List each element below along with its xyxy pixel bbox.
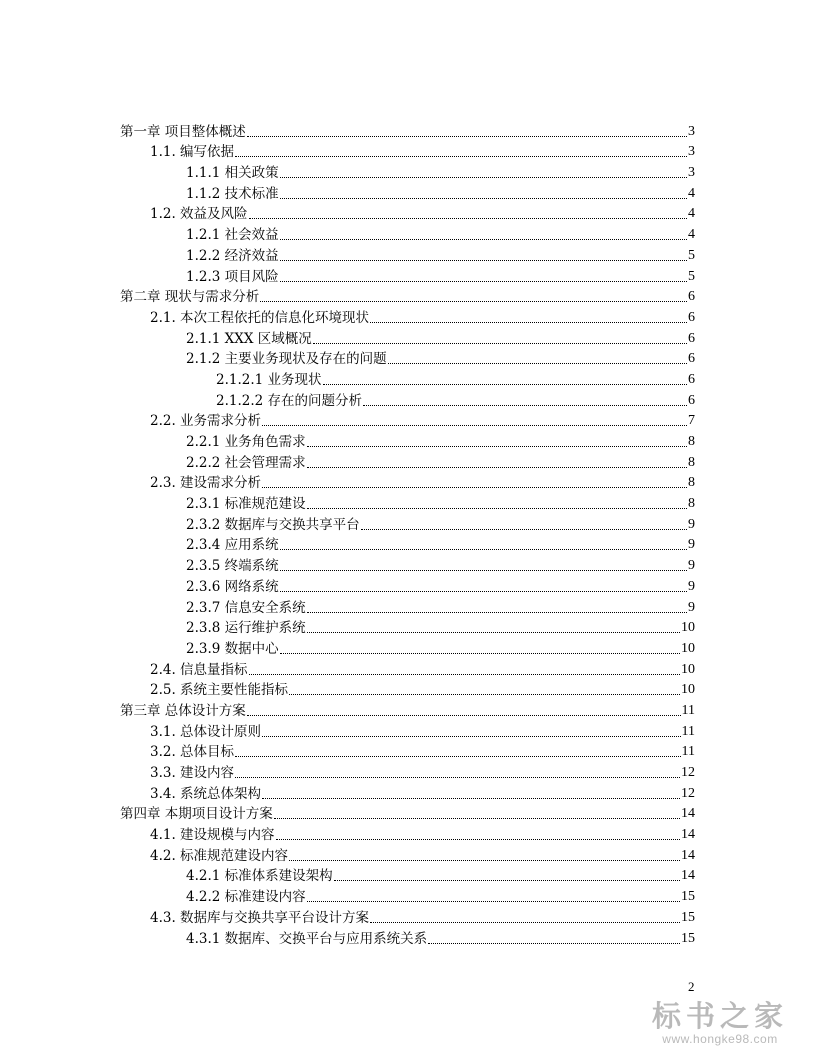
toc-dot-leader (361, 528, 687, 530)
toc-entry-page: 11 (681, 702, 695, 718)
toc-entry-label: 1.2.1 社会效益 (186, 227, 279, 244)
toc-entry[interactable] (120, 781, 695, 802)
toc-entry-page: 4 (688, 227, 695, 243)
toc-entry-label: 第四章 本期项目设计方案 (120, 806, 273, 823)
toc-entry-page: 8 (688, 454, 695, 470)
toc-dot-leader (235, 755, 680, 757)
toc-entry[interactable] (120, 326, 695, 347)
toc-entry[interactable] (120, 905, 695, 926)
toc-entry[interactable] (120, 719, 695, 740)
toc-entry[interactable] (120, 181, 695, 202)
toc-entry-label: 4.1. 建设规模与内容 (150, 827, 275, 844)
watermark-logo-text: 标书之家 (651, 999, 788, 1033)
toc-entry[interactable] (120, 264, 695, 285)
toc-entry[interactable] (120, 222, 695, 243)
toc-entry-page: 7 (688, 413, 695, 429)
toc-entry-page: 6 (688, 309, 695, 325)
toc-entry-label: 2.1.2 主要业务现状及存在的问题 (186, 351, 387, 368)
toc-dot-leader (274, 817, 680, 819)
toc-dot-leader (262, 797, 680, 799)
toc-entry-label: 3.4. 系统总体架构 (150, 785, 262, 802)
toc-entry-label: 1.1. 编写依据 (150, 144, 235, 161)
toc-dot-leader (260, 300, 687, 302)
toc-entry-label: 2.4. 信息量指标 (150, 661, 248, 678)
toc-entry-label: 2.3.7 信息安全系统 (186, 599, 306, 616)
toc-dot-leader (280, 652, 680, 654)
toc-entry-label: 2.2.1 业务角色需求 (186, 434, 306, 450)
toc-entry-page: 8 (688, 475, 695, 491)
toc-entry-label: 2.3.5 终端系统 (186, 558, 279, 575)
toc-entry-page: 10 (681, 640, 695, 656)
toc-dot-leader (370, 321, 687, 323)
toc-dot-leader (249, 673, 680, 675)
toc-entry-page: 3 (688, 165, 695, 181)
toc-entry[interactable] (120, 409, 695, 430)
toc-entry-label: 2.3.4 应用系统 (186, 537, 279, 554)
toc-entry-page: 12 (681, 785, 695, 801)
toc-entry-page: 5 (688, 247, 695, 263)
toc-entry[interactable] (120, 429, 695, 450)
toc-entry-label: 第二章 现状与需求分析 (120, 289, 260, 306)
toc-entry-label: 1.1.2 技术标准 (186, 185, 279, 202)
toc-entry-label: 1.2.2 经济效益 (186, 247, 279, 264)
toc-entry-label: 2.3.9 数据中心 (186, 640, 279, 657)
toc-entry-label: 1.2.3 项目风险 (186, 268, 279, 285)
toc-dot-leader (247, 135, 687, 137)
toc-entry[interactable] (120, 843, 695, 864)
toc-entry[interactable] (120, 471, 695, 492)
toc-dot-leader (262, 424, 687, 426)
toc-entry-page: 9 (688, 558, 695, 574)
toc-entry-label: 2.1.2.2 存在的问题分析 (216, 392, 363, 409)
toc-dot-leader (235, 776, 680, 778)
toc-entry[interactable] (120, 367, 695, 388)
toc-dot-leader (280, 590, 687, 592)
toc-entry-label: 2.3.1 标准规范建设 (186, 496, 306, 513)
toc-entry[interactable] (120, 698, 695, 719)
toc-dot-leader (323, 383, 687, 385)
page-number: 2 (688, 979, 695, 994)
toc-entry-label: 2.2.2 社会管理需求 (186, 454, 306, 471)
toc-dot-leader (280, 548, 687, 550)
toc-entry-label: 第一章 项目整体概述 (120, 123, 246, 140)
toc-dot-leader (313, 342, 687, 344)
toc-entry[interactable] (120, 388, 695, 409)
toc-entry-page: 10 (681, 620, 695, 636)
toc-dot-leader (280, 259, 687, 261)
toc-entry-label: 4.2. 标准规范建设内容 (150, 847, 289, 864)
toc-dot-leader (428, 942, 680, 944)
toc-dot-leader (262, 735, 680, 737)
toc-dot-leader (363, 404, 687, 406)
toc-entry-label: 2.1. 本次工程依托的信息化环境现状 (150, 309, 370, 326)
toc-entry-page: 11 (681, 723, 695, 739)
toc-entry[interactable] (120, 285, 695, 306)
toc-entry-page: 3 (688, 144, 695, 160)
toc-dot-leader (388, 362, 687, 364)
toc-entry-page: 6 (688, 330, 695, 346)
toc-entry-label: 第三章 总体设计方案 (120, 702, 246, 719)
toc-entry[interactable] (120, 305, 695, 326)
toc-entry-label: 2.3.6 网络系统 (186, 578, 279, 595)
toc-entry[interactable] (120, 636, 695, 657)
toc-entry[interactable] (120, 491, 695, 512)
toc-entry[interactable] (120, 347, 695, 368)
toc-entry-page: 6 (688, 351, 695, 367)
toc-entry[interactable] (120, 657, 695, 678)
toc-entry-label: 4.3. 数据库与交换共享平台设计方案 (150, 909, 370, 926)
toc-entry[interactable] (120, 574, 695, 595)
toc-entry-page: 6 (688, 392, 695, 408)
toc-entry-page: 4 (688, 185, 695, 201)
toc-entry[interactable] (120, 450, 695, 471)
toc-entry-label: 1.2. 效益及风险 (150, 206, 248, 223)
toc-dot-leader (235, 155, 687, 157)
toc-dot-leader (247, 714, 681, 716)
toc-dot-leader (280, 238, 687, 240)
toc-entry-page: 15 (681, 889, 695, 905)
toc-entry-label: 2.3.2 数据库与交换共享平台 (186, 516, 360, 533)
toc-entry-page: 9 (688, 537, 695, 553)
toc-entry[interactable] (120, 553, 695, 574)
toc-entry-page: 15 (681, 930, 695, 946)
toc-entry-page: 14 (681, 868, 695, 884)
toc-entry-page: 5 (688, 268, 695, 284)
toc-entry-label: 2.5. 系统主要性能指标 (150, 682, 289, 699)
table-of-contents (120, 119, 695, 947)
toc-dot-leader (289, 693, 680, 695)
toc-entry-label: 2.2. 业务需求分析 (150, 413, 262, 430)
toc-entry[interactable] (120, 678, 695, 699)
toc-entry-page: 9 (688, 599, 695, 615)
toc-entry-label: 3.1. 总体设计原则 (150, 723, 262, 740)
toc-entry-page: 10 (681, 661, 695, 677)
toc-entry[interactable] (120, 160, 695, 181)
toc-entry[interactable] (120, 243, 695, 264)
toc-entry[interactable] (120, 595, 695, 616)
toc-dot-leader (307, 611, 687, 613)
toc-entry[interactable] (120, 119, 695, 140)
toc-entry-page: 14 (681, 847, 695, 863)
toc-entry[interactable] (120, 140, 695, 161)
toc-dot-leader (280, 569, 687, 571)
toc-dot-leader (307, 631, 680, 633)
toc-entry-page: 11 (681, 744, 695, 760)
toc-entry[interactable] (120, 202, 695, 223)
toc-dot-leader (276, 838, 680, 840)
toc-entry-page: 15 (681, 909, 695, 925)
toc-entry-page: 8 (688, 496, 695, 512)
toc-entry-page: 3 (688, 123, 695, 139)
toc-dot-leader (370, 921, 680, 923)
toc-dot-leader (307, 445, 687, 447)
toc-entry[interactable] (120, 884, 695, 905)
toc-dot-leader (262, 486, 687, 488)
toc-dot-leader (280, 197, 687, 199)
toc-entry-page: 4 (688, 206, 695, 222)
toc-entry[interactable] (120, 822, 695, 843)
toc-entry[interactable] (120, 740, 695, 761)
toc-entry[interactable] (120, 864, 695, 885)
toc-entry-label: 3.2. 总体目标 (150, 744, 235, 761)
toc-entry-label: 4.2.1 标准体系建设架构 (186, 868, 333, 885)
toc-dot-leader (307, 507, 687, 509)
toc-entry-page: 9 (688, 516, 695, 532)
toc-dot-leader (249, 217, 687, 219)
toc-entry-label: 4.3.1 数据库、交换平台与应用系统关系 (186, 930, 428, 947)
toc-entry-label: 2.1.2.1 业务现状 (216, 371, 322, 388)
toc-entry[interactable] (120, 616, 695, 637)
toc-entry-label: 3.3. 建设内容 (150, 765, 235, 781)
toc-entry-page: 6 (688, 371, 695, 387)
toc-dot-leader (289, 859, 680, 861)
toc-entry-page: 14 (681, 806, 695, 822)
toc-entry-label: 1.1.1 相关政策 (186, 165, 279, 182)
toc-entry-page: 8 (688, 434, 695, 449)
toc-entry-label: 2.3.8 运行维护系统 (186, 620, 306, 637)
toc-dot-leader (307, 900, 680, 902)
toc-entry[interactable] (120, 802, 695, 823)
toc-entry-label: 2.3. 建设需求分析 (150, 475, 262, 492)
toc-entry[interactable] (120, 512, 695, 533)
toc-entry-page: 9 (688, 578, 695, 594)
toc-dot-leader (280, 280, 687, 282)
toc-entry-page: 10 (681, 682, 695, 698)
toc-entry[interactable] (120, 760, 695, 781)
toc-dot-leader (280, 176, 687, 178)
toc-entry[interactable] (120, 926, 695, 947)
watermark-logo (650, 1000, 790, 1046)
toc-entry[interactable] (120, 533, 695, 554)
toc-entry-page: 12 (681, 765, 695, 780)
toc-entry-label: 2.1.1 XXX 区域概况 (186, 330, 312, 347)
watermark-url: www.hongke98.com (662, 1032, 778, 1046)
toc-dot-leader (334, 879, 680, 881)
toc-entry-page: 6 (688, 289, 695, 305)
toc-dot-leader (307, 466, 687, 468)
toc-entry-page: 14 (681, 827, 695, 843)
toc-entry-label: 4.2.2 标准建设内容 (186, 889, 306, 906)
